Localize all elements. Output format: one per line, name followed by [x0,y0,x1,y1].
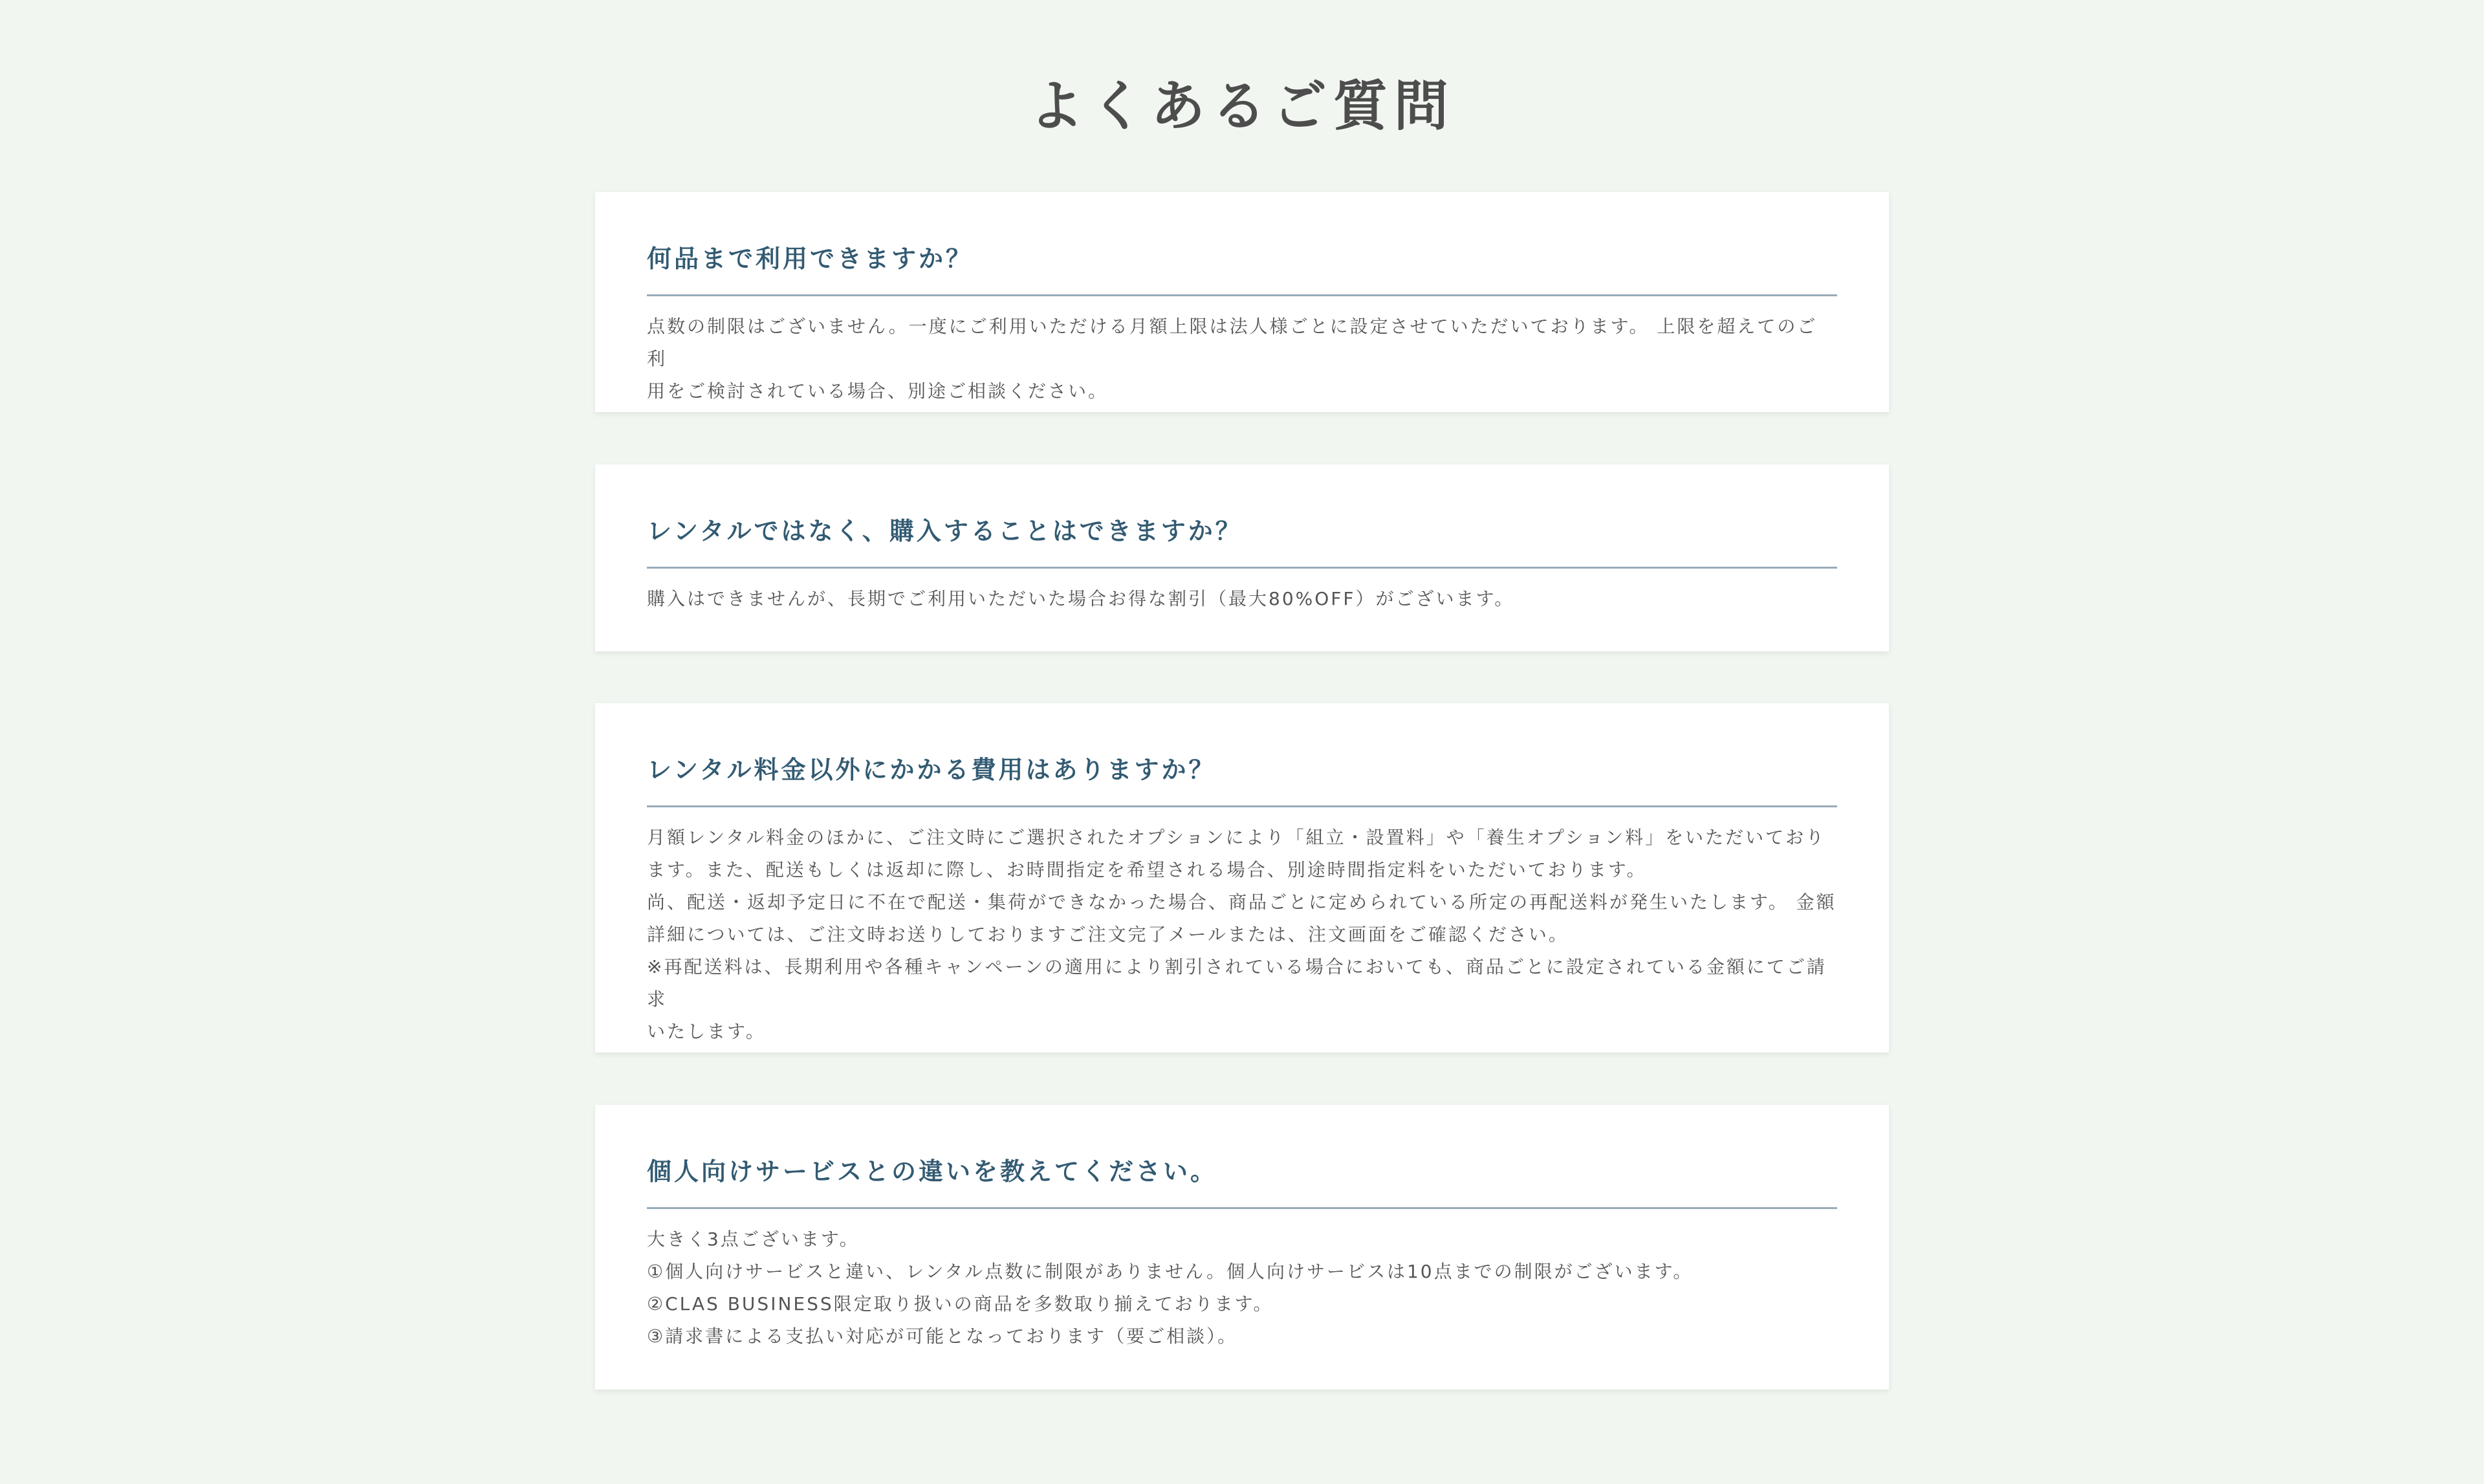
faq-card-item-limit [595,192,1889,412]
faq-answer [647,1223,1837,1353]
faq-answer [647,583,1837,615]
faq-answer-line: ③請求書による支払い対応が可能となっております（要ご相談）。 [647,1326,1238,1347]
faq-card-purchase [595,464,1889,651]
faq-card-extra-fees [595,703,1889,1053]
faq-answer-line: ます。また、配送もしくは返却に際し、お時間指定を希望される場合、別途時間指定料をいただいております。 [647,859,1647,880]
faq-answer-line: 尚、配送・返却予定日に不在で配送・集荷ができなかった場合、商品ごとに定められている所定の再配送料が発生いたします。 金額 [647,891,1836,913]
faq-answer-line: 詳細については、ご注文時お送りしておりますご注文完了メールまたは、注文画面をご確認ください。 [647,924,1569,945]
faq-card-personal-difference [595,1105,1889,1390]
faq-question: レンタルではなく、購入することはできますか？ [647,512,1837,569]
faq-answer-line: ※再配送料は、長期利用や各種キャンペーンの適用により割引されている場合においても、商品ごとに設定されている金額にてご請求 [647,956,1827,1010]
faq-answer [647,311,1837,408]
faq-answer [647,822,1837,1048]
faq-question: 個人向けサービスとの違いを教えてください。 [647,1153,1837,1209]
page-title: よくあるご質問 [1029,74,1455,138]
faq-answer-line: 購入はできませんが、長期でご利用いただいた場合お得な割引（最大80%OFF）がございます。 [647,588,1515,609]
faq-answer-line: 用をご検討されている場合、別途ご相談ください。 [647,380,1109,402]
faq-answer-line: 大きく3点ございます。 [647,1228,860,1250]
faq-question: レンタル料金以外にかかる費用はありますか？ [647,751,1837,807]
faq-question: 何品まで利用できますか？ [647,240,1837,296]
faq-answer-line: ②CLAS BUSINESS限定取り扱いの商品を多数取り揃えております。 [647,1293,1274,1315]
faq-answer-line: いたします。 [647,1021,766,1042]
faq-answer-line: 月額レンタル料金のほかに、ご注文時にご選択されたオプションにより「組立・設置料」や「養生オプション料」をいただいており [647,827,1826,848]
faq-answer-line: ①個人向けサービスと違い、レンタル点数に制限がありません。個人向けサービスは10点までの制限がございます。 [647,1261,1694,1282]
faq-answer-line: 点数の制限はございません。一度にご利用いただける月額上限は法人様ごとに設定させていただいております。 上限を超えてのご利 [647,316,1818,369]
